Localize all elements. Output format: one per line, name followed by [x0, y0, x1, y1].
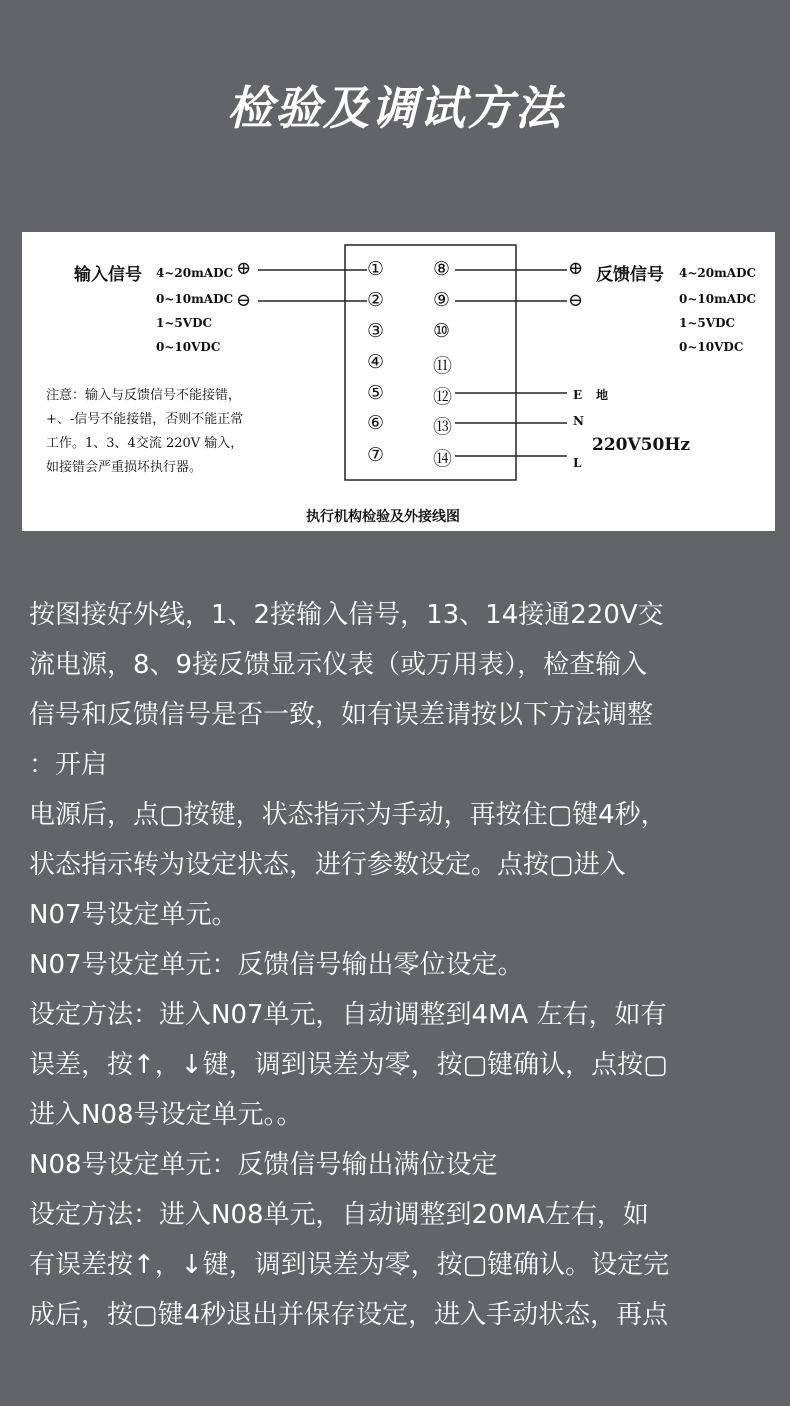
- input-plus-icon: ⊕: [236, 258, 252, 279]
- diagram-caption: 执行机构检验及外接线图: [306, 509, 460, 525]
- text-line: 按图接好外线，1、2接输入信号，13、14接通220V交: [29, 600, 664, 630]
- input-range-1: 4~20mADC: [156, 266, 234, 280]
- terminal-8: ⑧: [433, 258, 451, 280]
- power-spec: 220V50Hz: [592, 435, 691, 455]
- text-line: N08号设定单元：反馈信号输出满位设定: [29, 1150, 498, 1180]
- text-line: 成后，按▢键4秒退出并保存设定，进入手动状态，再点: [29, 1300, 669, 1330]
- terminal-5: ⑤: [367, 382, 385, 404]
- page-title: 检验及调试方法: [227, 81, 563, 135]
- diagram-note: [46, 384, 243, 480]
- text-line: N07号设定单元：反馈信号输出零位设定。: [29, 950, 524, 980]
- input-minus-icon: ⊖: [236, 290, 252, 311]
- terminal-7: ⑦: [367, 444, 385, 466]
- text-line: 状态指示转为设定状态，进行参数设定。点按▢进入: [29, 850, 626, 880]
- input-range-4: 0~10VDC: [156, 340, 221, 354]
- text-line: 进入N08号设定单元。。: [29, 1100, 303, 1130]
- text-line: 流电源，8、9接反馈显示仪表（或万用表），检查输入: [29, 650, 648, 680]
- feedback-minus-icon: ⊖: [568, 290, 584, 311]
- terminal-4: ④: [367, 351, 385, 373]
- terminal-11: ⑪: [433, 355, 453, 377]
- feedback-range-3: 1~5VDC: [679, 316, 736, 330]
- feedback-range-2: 0~10mADC: [679, 292, 757, 306]
- text-line: 设定方法：进入N07单元，自动调整到4MA 左右，如有: [29, 1000, 667, 1030]
- ground-label: 地: [596, 388, 609, 402]
- text-line: 误差，按↑，↓键，调到误差为零，按▢键确认，点按▢: [29, 1050, 668, 1080]
- input-range-2: 0~10mADC: [156, 292, 234, 306]
- note-line: +、-信号不能接错，否则不能正常: [46, 412, 244, 427]
- feedback-range-1: 4~20mADC: [679, 266, 757, 280]
- text-line: 有误差按↑，↓键，调到误差为零，按▢键确认。设定完: [29, 1250, 670, 1280]
- feedback-plus-icon: ⊕: [568, 258, 584, 279]
- instructions-text: [29, 590, 774, 1340]
- feedback-signal-label: 反馈信号: [596, 265, 664, 285]
- note-line: 注意：输入与反馈信号不能接错，: [46, 388, 242, 403]
- terminal-12: ⑫: [433, 386, 453, 408]
- input-range-3: 1~5VDC: [156, 316, 213, 330]
- text-line: ：开启: [29, 750, 108, 780]
- wire-n-label: N: [573, 414, 584, 428]
- terminal-9: ⑨: [433, 289, 451, 311]
- terminal-3: ③: [367, 320, 385, 342]
- ground-e-label: E: [573, 388, 583, 402]
- terminal-6: ⑥: [367, 412, 385, 434]
- wire-l-label: L: [573, 456, 582, 470]
- wiring-diagram: [22, 232, 775, 531]
- terminal-10: ⑩: [433, 320, 451, 342]
- feedback-range-4: 0~10VDC: [679, 340, 744, 354]
- text-line: 信号和反馈信号是否一致，如有误差请按以下方法调整: [29, 700, 654, 730]
- text-line: N07号设定单元。: [29, 900, 238, 930]
- terminal-14: ⑭: [433, 448, 453, 470]
- terminal-13: ⑬: [433, 416, 453, 438]
- input-signal-label: 输入信号: [74, 265, 142, 285]
- text-line: 电源后，点▢按键，状态指示为手动，再按住▢键4秒，: [29, 800, 667, 830]
- note-line: 工作。1、3、4交流 220V 输入，: [46, 436, 244, 451]
- text-line: 设定方法：进入N08单元，自动调整到20MA左右，如: [29, 1200, 649, 1230]
- note-line: 如接错会严重损坏执行器。: [46, 460, 203, 475]
- terminal-1: ①: [367, 258, 385, 280]
- terminal-2: ②: [367, 289, 385, 311]
